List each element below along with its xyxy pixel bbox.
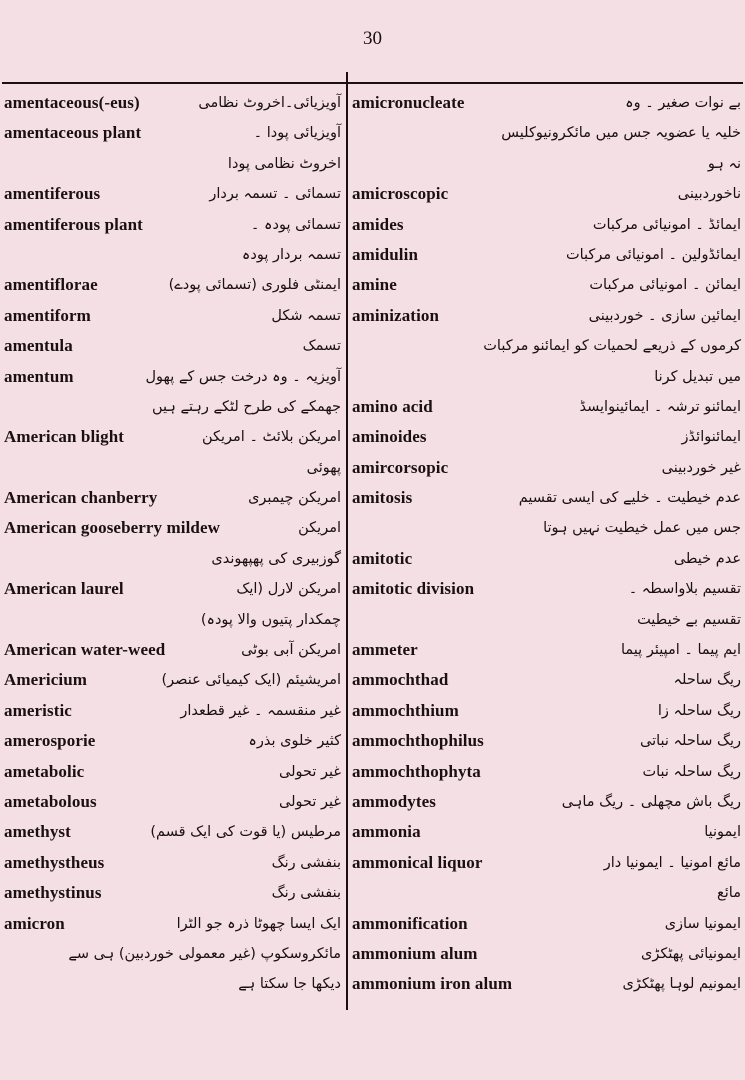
- entry-term: ametabolous: [4, 791, 97, 811]
- entry-definition: غیر خوردبینی: [661, 459, 741, 476]
- entry-term: amentaceous(-eus): [4, 93, 140, 112]
- header-rule: [2, 82, 743, 84]
- dictionary-entry: [4, 757, 341, 787]
- entry-definition: ریگ باش مچھلی ۔ ریگ ماہی: [561, 793, 741, 810]
- entry-term: amentaceous plant: [4, 123, 142, 143]
- entry-definition: مائع: [717, 885, 741, 902]
- entry-term: ametabolic: [4, 761, 85, 781]
- dictionary-entry: [4, 88, 341, 118]
- dictionary-entry: [4, 969, 341, 999]
- dictionary-entry: [352, 362, 741, 392]
- entry-definition: ایمونیا سازی: [664, 915, 741, 932]
- dictionary-entry: [352, 149, 741, 179]
- dictionary-entry: [352, 392, 741, 422]
- entry-term: ammonification: [352, 913, 468, 933]
- dictionary-entry: [352, 301, 741, 331]
- entry-definition: غیر تحولی: [279, 763, 341, 780]
- entry-definition: کثیر خلوی بذرہ: [248, 733, 341, 750]
- dictionary-entry: [4, 179, 341, 209]
- entry-definition: خلیہ یا عضویہ جس میں مائکرونیوکلیس: [501, 125, 741, 142]
- entry-definition: ریگ ساحلہ: [673, 672, 741, 689]
- entry-term: amides: [352, 214, 404, 234]
- dictionary-entry: [4, 513, 341, 543]
- entry-term: ammonical liquor: [352, 852, 483, 872]
- dictionary-entry: [352, 909, 741, 939]
- entry-definition: ریگ ساحلہ نباتی: [639, 733, 741, 750]
- dictionary-entry: [352, 118, 741, 148]
- entry-term: amentiferous: [4, 184, 101, 204]
- entry-definition: دیکھا جا سکتا ہے: [238, 976, 341, 993]
- entry-definition: ایمائڈ ۔ امونیائی مرکبات: [592, 216, 741, 233]
- dictionary-entry: [4, 331, 341, 361]
- dictionary-entry: [4, 301, 341, 331]
- entry-definition: ایم پیما ۔ امپیئر پیما: [621, 642, 741, 659]
- entry-definition: تسمہ بردار پودہ: [241, 246, 341, 263]
- dictionary-entry: [352, 726, 741, 756]
- entry-definition: مائع امونیا ۔ ایمونیا دار: [603, 854, 741, 871]
- entry-definition: ایمونیا: [704, 824, 741, 841]
- entry-term: amine: [352, 275, 397, 295]
- entry-term: amicronucleate: [352, 93, 465, 112]
- dictionary-entry: [352, 453, 741, 483]
- dictionary-entry: [352, 665, 741, 695]
- entry-definition: تسمائی پودہ ۔: [250, 216, 341, 233]
- dictionary-entry: [4, 787, 341, 817]
- entry-term: ammochthophilus: [352, 731, 484, 751]
- entry-definition: کرموں کے ذریعے لحمیات کو ایمائنو مرکبات: [483, 338, 741, 355]
- entry-term: ammochthium: [352, 700, 459, 720]
- entry-term: amitotic division: [352, 579, 475, 599]
- entry-definition: آویزیائی پودا ۔: [253, 125, 341, 142]
- entry-term: amidulin: [352, 244, 418, 264]
- entry-definition: تقسیم بے خیطیت: [637, 611, 741, 628]
- dictionary-entry: [4, 210, 341, 240]
- entry-definition: ایمنٹی فلوری (تسمائی پودے): [168, 277, 341, 294]
- entry-term: amicron: [4, 913, 65, 933]
- entry-term: amitotic: [352, 548, 413, 568]
- entry-definition: ریگ ساحلہ نبات: [642, 763, 741, 780]
- page-number: 30: [363, 28, 382, 49]
- entry-term: ammochthophyta: [352, 761, 481, 781]
- entry-definition: ناخوردبینی: [677, 186, 741, 203]
- entry-term: amentula: [4, 336, 73, 356]
- dictionary-entry: [352, 969, 741, 999]
- dictionary-entry: [352, 939, 741, 969]
- entry-term: amerosporie: [4, 731, 96, 751]
- entry-definition: عدم خیطی: [673, 550, 741, 567]
- entry-term: amentiform: [4, 305, 91, 325]
- dictionary-entry: [352, 574, 741, 604]
- entry-term: American chanberry: [4, 488, 158, 508]
- entry-definition: نہ ہو: [707, 155, 741, 172]
- dictionary-entry: [4, 665, 341, 695]
- dictionary-entry: [4, 544, 341, 574]
- entry-term: amitosis: [352, 488, 413, 508]
- left-column: [4, 88, 341, 1000]
- dictionary-entry: [4, 605, 341, 635]
- entry-definition: تسمہ شکل: [271, 307, 341, 324]
- dictionary-entry: [352, 817, 741, 847]
- entry-term: ammonium alum: [352, 943, 478, 963]
- dictionary-entry: [352, 513, 741, 543]
- entry-definition: غیر تحولی: [279, 793, 341, 810]
- entry-definition: جس میں عمل خیطیت نہیں ہوتا: [543, 520, 741, 537]
- entry-term: amircorsopic: [352, 457, 449, 477]
- entry-definition: آویزیہ ۔ وہ درخت جس کے پھول: [145, 368, 341, 385]
- entry-definition: ایمونیائی پھٹکڑی: [641, 945, 741, 962]
- dictionary-entry: [4, 149, 341, 179]
- entry-term: ameristic: [4, 700, 72, 720]
- entry-definition: بنفشی رنگ: [271, 854, 341, 871]
- entry-term: amethystinus: [4, 883, 102, 903]
- dictionary-entry: [352, 270, 741, 300]
- entry-definition: تسمائی ۔ تسمہ بردار: [209, 186, 341, 203]
- entry-definition: اخروٹ نظامی پودا: [227, 155, 341, 172]
- entry-term: ammeter: [352, 640, 418, 660]
- entry-definition: غیر منقسمہ ۔ غیر قطعدار: [180, 702, 341, 719]
- entry-term: American water-weed: [4, 640, 166, 660]
- dictionary-entry: [4, 909, 341, 939]
- dictionary-entry: [352, 331, 741, 361]
- dictionary-entry: [4, 696, 341, 726]
- dictionary-entry: [4, 392, 341, 422]
- dictionary-entry: [4, 574, 341, 604]
- entry-definition: ایمائین سازی ۔ خوردبینی: [588, 307, 741, 324]
- entry-definition: گوزبیری کی پھپھوندی: [211, 550, 341, 567]
- entry-definition: امریکن چیمبری: [248, 490, 341, 507]
- entry-term: American gooseberry mildew: [4, 518, 220, 538]
- dictionary-entry: [4, 453, 341, 483]
- dictionary-entry: [4, 118, 341, 148]
- dictionary-entry: [352, 878, 741, 908]
- dictionary-entry: [352, 757, 741, 787]
- dictionary-entry: [352, 179, 741, 209]
- dictionary-entry: [4, 422, 341, 452]
- entry-definition: ایمائن ۔ امونیائی مرکبات: [589, 277, 741, 294]
- entry-term: ammonium iron alum: [352, 974, 513, 994]
- entry-definition: ایک ایسا چھوٹا ذرہ جو الٹرا: [176, 915, 341, 932]
- dictionary-entry: [4, 939, 341, 969]
- dictionary-entry: [4, 362, 341, 392]
- dictionary-entry: [352, 848, 741, 878]
- entry-definition: چمکدار پتیوں والا پودہ): [200, 611, 341, 628]
- entry-term: Americium: [4, 670, 88, 690]
- entry-definition: عدم خیطیت ۔ خلیے کی ایسی تقسیم: [518, 490, 741, 507]
- entry-definition: امریکن آبی بوٹی: [241, 642, 341, 659]
- dictionary-entry: [352, 422, 741, 452]
- entry-definition: میں تبدیل کرنا: [654, 368, 741, 385]
- dictionary-entry: [352, 544, 741, 574]
- dictionary-entry: [4, 270, 341, 300]
- entry-term: amentiflorae: [4, 275, 98, 295]
- entry-term: ammodytes: [352, 791, 436, 811]
- entry-term: amentiferous plant: [4, 214, 143, 234]
- dictionary-entry: [4, 878, 341, 908]
- dictionary-entry: [352, 210, 741, 240]
- right-column: [352, 88, 741, 1000]
- dictionary-entry: [352, 787, 741, 817]
- entry-definition: مائکروسکوپ (غیر معمولی خوردبین) ہی سے: [68, 945, 341, 962]
- dictionary-entry: [4, 817, 341, 847]
- entry-term: aminoides: [352, 427, 427, 447]
- dictionary-entry: [352, 240, 741, 270]
- entry-term: American laurel: [4, 579, 124, 599]
- entry-definition: تسمک: [302, 338, 341, 355]
- entry-definition: امریکن بلائٹ ۔ امریکن: [201, 429, 341, 446]
- entry-term: amicroscopic: [352, 184, 449, 204]
- entry-definition: آویزیائی۔اخروٹ نظامی: [198, 95, 341, 111]
- entry-definition: جھمکے کی طرح لٹکے رہتے ہیں: [151, 398, 341, 415]
- entry-definition: ایمائنو ترشہ ۔ ایمائینوایسڈ: [579, 398, 741, 415]
- entry-definition: بے نوات صغیر ۔ وہ: [625, 95, 741, 111]
- entry-term: amethyst: [4, 822, 71, 842]
- entry-definition: بنفشی رنگ: [271, 885, 341, 902]
- dictionary-entry: [352, 88, 741, 118]
- entry-definition: امریکن لارل (ایک: [236, 581, 341, 598]
- dictionary-entry: [352, 696, 741, 726]
- entry-definition: مرطیس (یا قوت کی ایک قسم): [150, 824, 341, 841]
- entry-definition: تقسیم بلاواسطہ ۔: [628, 581, 741, 598]
- dictionary-entry: [4, 483, 341, 513]
- entry-definition: ایمونیم لوہا پھٹکڑی: [622, 976, 741, 993]
- entry-term: ammochthad: [352, 670, 449, 690]
- entry-term: American blight: [4, 427, 125, 447]
- entry-term: aminization: [352, 305, 440, 325]
- dictionary-entry: [352, 635, 741, 665]
- dictionary-entry: [4, 240, 341, 270]
- entry-term: ammonia: [352, 822, 421, 842]
- entry-definition: پھوئی: [306, 459, 341, 476]
- entry-term: amino acid: [352, 396, 433, 416]
- column-divider: [346, 72, 348, 1010]
- dictionary-entry: [4, 848, 341, 878]
- dictionary-entry: [4, 635, 341, 665]
- entry-definition: امریکن: [298, 520, 341, 537]
- entry-definition: امریشیئم (ایک کیمیائی عنصر): [161, 672, 341, 689]
- entry-term: amethystheus: [4, 852, 105, 872]
- dictionary-entry: [4, 726, 341, 756]
- entry-definition: ریگ ساحلہ زا: [657, 702, 741, 719]
- entry-term: amentum: [4, 366, 74, 386]
- dictionary-entry: [352, 483, 741, 513]
- entry-definition: ایمائڈولین ۔ امونیائی مرکبات: [565, 246, 741, 263]
- dictionary-entry: [352, 605, 741, 635]
- entry-definition: ایمائنوائڈز: [681, 429, 741, 446]
